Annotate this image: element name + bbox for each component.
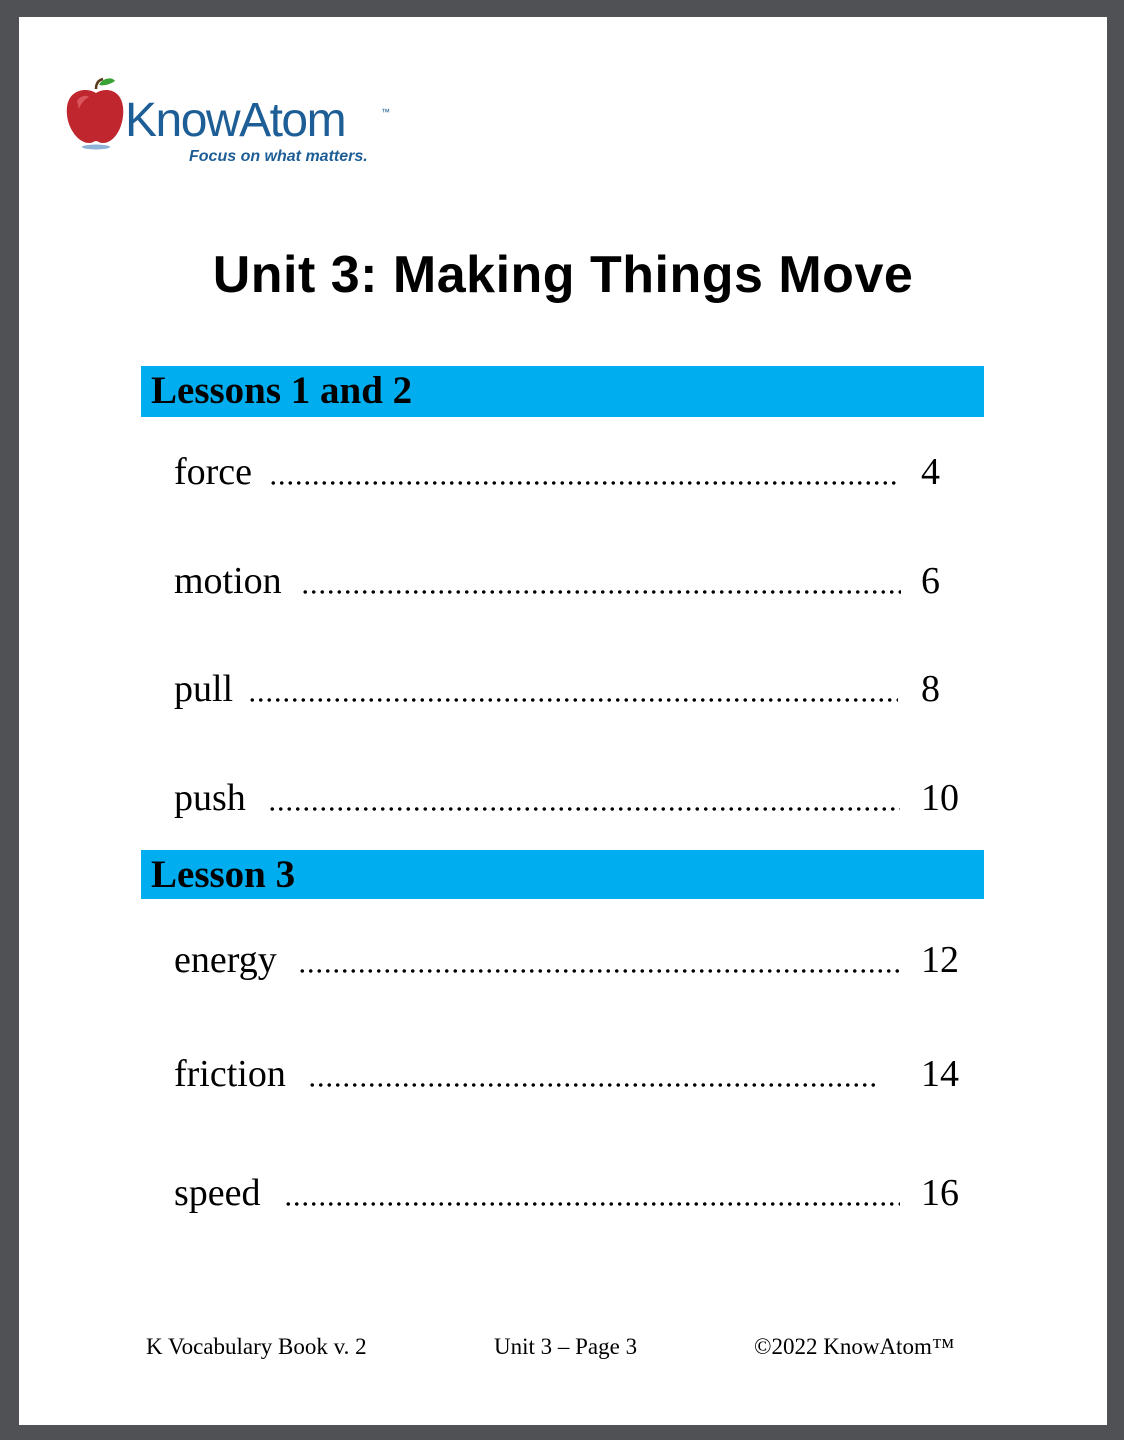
toc-page-number: 14 [921,1053,959,1095]
knowatom-logo [63,77,403,187]
dot-leader [308,1082,878,1088]
document-page [19,17,1107,1425]
toc-term: pull [174,668,234,710]
logo-tagline: Focus on what matters. [189,148,368,165]
page-title: Unit 3: Making Things Move [212,246,914,304]
section-title: Lesson 3 [151,853,296,896]
footer-page-label: Unit 3 – Page 3 [494,1334,638,1359]
dot-leader [284,1201,900,1207]
toc-entry[interactable] [174,776,964,826]
toc-term: force [174,451,253,493]
toc-page-number: 16 [921,1172,959,1214]
toc-entry[interactable] [174,559,964,609]
dot-leader [268,806,900,812]
toc-entry[interactable] [174,938,964,988]
dot-leader [269,480,897,486]
toc-term: motion [174,560,282,602]
toc-term: speed [174,1172,261,1214]
section-header-lesson-3 [141,850,984,899]
toc-page-number: 4 [921,451,940,493]
dot-leader [298,968,900,974]
dot-leader [301,589,901,595]
toc-entry[interactable] [174,1171,964,1221]
section-header-lessons-1-2 [141,366,984,417]
logo-wordmark: KnowAtom [125,94,346,147]
dot-leader [248,697,898,703]
toc-page-number: 6 [921,560,940,602]
toc-entry[interactable] [174,1052,964,1102]
apple-icon [63,77,133,157]
toc-entry[interactable] [174,667,964,717]
toc-page-number: 10 [921,777,959,819]
toc-page-number: 8 [921,668,940,710]
toc-term: push [174,777,246,819]
logo-trademark: ™ [381,107,390,117]
toc-term: friction [174,1053,286,1095]
footer-copyright: ©2022 KnowAtom™ [754,1334,955,1359]
toc-entry[interactable] [174,450,964,500]
toc-term: energy [174,939,277,981]
toc-page-number: 12 [921,939,959,981]
footer-book-title: K Vocabulary Book v. 2 [146,1334,367,1359]
section-title: Lessons 1 and 2 [151,369,413,412]
